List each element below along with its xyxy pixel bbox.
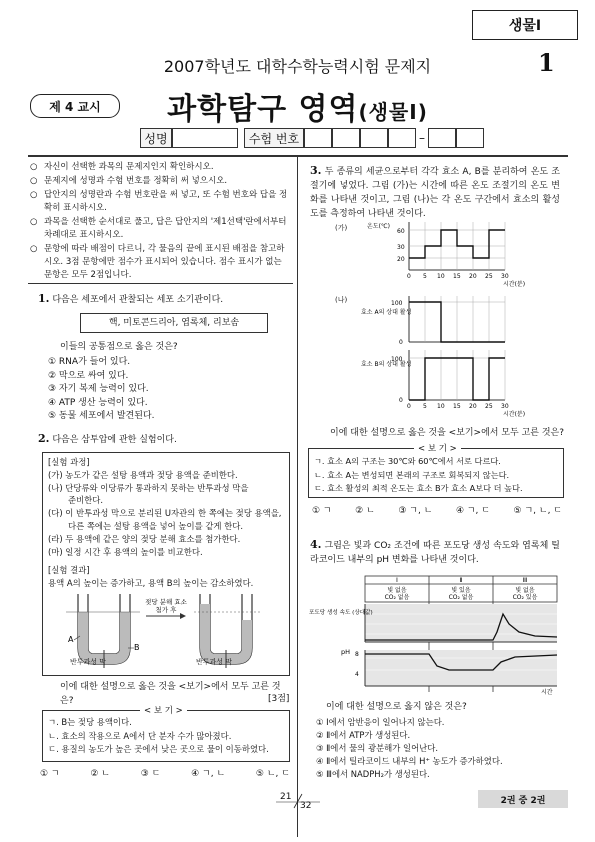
proc-title: [실험 과정]	[48, 457, 90, 467]
x-tick: 15	[453, 273, 461, 280]
result-text: 용액 A의 높이는 증가하고, 용액 B의 높이는 감소하였다.	[48, 578, 254, 589]
bogi-list	[48, 716, 288, 757]
option[interactable]: ⑤ 동물 세포에서 발견된다.	[48, 411, 155, 421]
options-q1	[48, 356, 288, 424]
proc-step: (라) 두 용액에 같은 양의 젖당 분해 효소를 첨가한다.	[48, 533, 241, 544]
notes-rule	[28, 283, 293, 284]
x-tick: 20	[469, 403, 477, 410]
col-cond: 빛 있음	[451, 587, 471, 594]
x-label: 시간	[541, 689, 553, 696]
note-item: ○ 자신이 선택한 과목의 문제지인지 확인하시오.	[30, 161, 290, 174]
note-item: ○ 문제지에 성명과 수험 번호를 정확히 써 넣으시오.	[30, 175, 290, 188]
option[interactable]: ② 막으로 싸여 있다.	[48, 370, 129, 381]
option[interactable]: ① Ⅰ에서 암반응이 일어나지 않는다.	[316, 717, 445, 727]
x-tick: 25	[485, 273, 493, 280]
exam-number-cell[interactable]	[388, 128, 416, 148]
bogi-item: ㄴ. 효소 A는 변성되면 본래의 구조로 회복되지 않는다.	[314, 469, 510, 480]
enzyme-b-graph	[361, 350, 525, 418]
option[interactable]: ③ 자기 복제 능력이 있다.	[48, 384, 149, 394]
bogi-title: < 보 기 >	[414, 442, 461, 454]
ylabel-ph: pH	[341, 648, 351, 656]
option[interactable]: ① ㄱ	[40, 769, 60, 779]
x-tick: 0	[407, 403, 411, 410]
options-q3	[312, 505, 562, 519]
bogi-list	[314, 455, 560, 496]
option[interactable]: ③ ㄷ	[140, 769, 161, 779]
x-tick: 15	[453, 403, 461, 410]
col-cond: CO₂ 없음	[384, 594, 410, 601]
col-head: Ⅱ	[459, 576, 463, 584]
act-tick: 0	[399, 397, 403, 404]
question-number: 4.	[310, 538, 322, 551]
proc-step: (다) 이 반투과성 막으로 분리된 U자관의 한 쪽에는 젖당 용액을,	[48, 508, 282, 519]
ph-tick: 8	[355, 651, 359, 658]
x-tick: 30	[501, 403, 509, 410]
question-number: 1.	[38, 292, 50, 305]
options-q4	[316, 716, 566, 781]
fraction-slash-icon	[276, 792, 320, 812]
column-divider	[297, 157, 298, 837]
question-text: 이에 대한 설명으로 옳은 것을 <보기>에서 모두 고른 것은?	[60, 682, 281, 706]
x-label: 시간(분)	[503, 281, 526, 288]
option[interactable]: ② ㄴ	[355, 506, 375, 516]
x-tick: 30	[501, 273, 509, 280]
x-tick: 5	[423, 403, 427, 410]
exam-number-cell[interactable]	[332, 128, 360, 148]
temp-tick: 30	[397, 244, 405, 251]
bogi-item: ㄷ. 효소 활성의 최적 온도는 효소 B가 효소 A보다 더 높다.	[314, 483, 523, 493]
question-stem: 다음은 삼투압에 관한 실험이다.	[52, 435, 177, 445]
page-title	[0, 84, 595, 128]
exam-number-cell[interactable]	[456, 128, 484, 148]
session-label: 제 4 교시	[30, 94, 120, 118]
x-tick: 25	[485, 403, 493, 410]
arrow-label-2: 첨가 후	[155, 606, 177, 614]
question-text: 이들의 공통점으로 옳은 것은?	[60, 342, 178, 352]
name-field[interactable]	[172, 128, 238, 148]
label-b: B	[134, 643, 140, 652]
question-text: 이에 대한 설명으로 옳은 것을 <보기>에서 모두 고른 것은?	[330, 428, 565, 438]
temp-tick: 60	[397, 228, 405, 235]
col-head: Ⅰ	[396, 576, 398, 584]
col-cond: CO₂ 있음	[512, 594, 538, 601]
option[interactable]: ② ㄴ	[90, 769, 110, 779]
act-tick: 0	[399, 339, 403, 346]
x-tick: 20	[469, 273, 477, 280]
points: [3점]	[268, 694, 290, 704]
option[interactable]: ④ Ⅱ에서 틸라코이드 내부의 H⁺ 농도가 증가하였다.	[316, 756, 503, 766]
option[interactable]: ① ㄱ	[312, 506, 332, 516]
temperature-graph	[367, 222, 525, 288]
option[interactable]: ④ ㄱ, ㄷ	[455, 506, 490, 516]
exam-number-cell[interactable]	[360, 128, 388, 148]
membrane-caption: 반투과성 막	[196, 658, 233, 666]
col-head: Ⅲ	[522, 576, 528, 584]
question-1	[38, 292, 293, 307]
option[interactable]: ③ ㄱ, ㄴ	[398, 506, 433, 516]
question-text: 이에 대한 설명으로 옳지 않은 것은?	[326, 702, 467, 712]
question-stem: 두 종류의 세균으로부터 각각 효소 A, B를 분리하여 온도 조절기에 넣었다. 그림 (가)는 시간에 따른 온도 조절기의 온도 변화를 나타낸 것이고, 그림 (나)는 각 온도 구간에서 효소의 활성도를 측정하여 나타낸 것이다.	[310, 167, 560, 219]
result-title: [실험 결과]	[48, 565, 90, 576]
label-ga: (가)	[335, 224, 348, 232]
x-tick: 5	[423, 273, 427, 280]
act-tick: 100	[391, 356, 403, 363]
ph-tick: 4	[355, 671, 359, 678]
col-cond: CO₂ 없음	[448, 594, 474, 601]
proc-step: (나) 단당류와 이당류가 통과하지 못하는 반투과성 막을	[48, 482, 249, 493]
temp-tick: 20	[397, 256, 405, 263]
temperature-activity-graphs	[305, 218, 565, 418]
title-main: 과학탐구 영역	[167, 92, 359, 127]
photosynthesis-graph	[305, 574, 567, 696]
question-3	[310, 164, 560, 221]
question-stem: 그림은 빛과 CO₂ 조건에 따른 포도당 생성 속도와 엽록체 틸라코이드 내부의 pH 변화를 나타낸 것이다.	[310, 541, 560, 565]
question-stem: 다음은 세포에서 관찰되는 세포 소기관이다.	[52, 295, 224, 305]
note-item: ○ 문항에 따라 배점이 다르니, 각 물음의 끝에 표시된 배점을 참고하시오. 3점 문항에만 점수가 표시되어 있습니다. 점수 표시가 없는 문항은 모두 2점입니다.	[30, 243, 290, 282]
question-number: 3.	[310, 164, 322, 177]
ylabel-temp: 온도(℃)	[367, 223, 391, 230]
membrane-caption: 반투과성 막	[70, 658, 107, 666]
label-na: (나)	[335, 296, 348, 304]
option[interactable]: ⑤ ㄱ, ㄴ, ㄷ	[513, 506, 562, 516]
ylabel-a: 효소 A의 상대 활성	[361, 309, 412, 316]
option[interactable]: ③ Ⅱ에서 물의 광분해가 일어난다.	[316, 743, 439, 753]
title-sub: (생물Ⅰ)	[358, 100, 428, 124]
proc-step: 다른 쪽에는 설탕 용액을 넣어 높이를 같게 한다.	[68, 520, 244, 531]
note-item: ○ 과목을 선택한 순서대로 풀고, 답은 답안지의 '제1선택'란에서부터 차례대로 표시하시오.	[30, 216, 290, 242]
enzyme-a-graph	[361, 296, 505, 346]
act-tick: 100	[391, 300, 403, 307]
label-a: A	[68, 635, 74, 644]
ylabel-b: 효소 B의 상대 활성	[361, 361, 412, 368]
experiment-procedure	[48, 456, 286, 590]
volume-badge: 2권 중 2권	[478, 790, 568, 808]
bogi-item: ㄱ. 효소 A의 구조는 30℃와 60℃에서 서로 다르다.	[314, 456, 501, 466]
page-fraction	[276, 792, 320, 810]
ylabel-glucose: 포도당 생성 속도 (상대값)	[309, 610, 373, 616]
subject-box: 생물Ⅰ	[472, 10, 578, 40]
x-tick: 10	[437, 273, 445, 280]
col-cond: 빛 없음	[515, 587, 535, 594]
name-row	[140, 128, 484, 148]
exam-number-cell[interactable]	[428, 128, 456, 148]
page-frac-bottom: 32	[300, 801, 312, 811]
exam-number-label: 수험 번호	[244, 128, 304, 148]
instruction-notes	[30, 161, 290, 283]
option[interactable]: ① RNA가 들어 있다.	[48, 357, 131, 367]
proc-step: (마) 일정 시간 후 용액의 높이를 비교한다.	[48, 546, 203, 557]
option[interactable]: ⑤ ㄴ, ㄷ	[255, 769, 290, 779]
question-2	[38, 432, 293, 447]
question-number: 2.	[38, 432, 50, 445]
question-4	[310, 538, 560, 567]
bogi-item: ㄴ. 효소의 작용으로 A에서 단 분자 수가 많아졌다.	[48, 730, 232, 741]
bogi-item: ㄱ. B는 젖당 용액이다.	[48, 717, 132, 727]
header-rule	[28, 155, 568, 157]
proc-step: (가) 농도가 같은 설탕 용액과 젖당 용액을 준비한다.	[48, 469, 238, 480]
exam-number-dash: –	[419, 131, 425, 145]
option[interactable]: ② Ⅱ에서 ATP가 생성된다.	[316, 730, 411, 740]
x-tick: 10	[437, 403, 445, 410]
page-frac-top: 21	[280, 792, 292, 802]
arrow-label: 젖당 분해 효소	[145, 598, 187, 606]
organelle-box: 핵, 미토콘드리아, 엽록체, 리보솜	[80, 313, 268, 333]
page-number: 1	[538, 48, 555, 77]
option[interactable]: ⑤ Ⅲ에서 NADPH₂가 생성된다.	[316, 769, 430, 779]
proc-step: 준비한다.	[68, 495, 104, 506]
note-item: ○ 답안지의 성명란과 수험 번호란을 써 넣고, 또 수험 번호와 답을 정확히 표시하시오.	[30, 189, 290, 215]
x-label: 시간(분)	[503, 411, 526, 418]
name-label: 성명	[140, 128, 172, 148]
bogi-title: < 보 기 >	[140, 704, 187, 716]
option[interactable]: ④ ㄱ, ㄴ	[191, 769, 226, 779]
exam-title: 2007학년도 대학수학능력시험 문제지	[163, 57, 432, 76]
col-cond: 빛 없음	[387, 587, 407, 594]
exam-number-cell[interactable]	[304, 128, 332, 148]
bogi-item: ㄷ. 용질의 농도가 높은 곳에서 낮은 곳으로 물이 이동하였다.	[48, 744, 269, 754]
x-tick: 0	[407, 273, 411, 280]
options-q2	[40, 768, 290, 782]
option[interactable]: ④ ATP 생산 능력이 있다.	[48, 397, 148, 408]
